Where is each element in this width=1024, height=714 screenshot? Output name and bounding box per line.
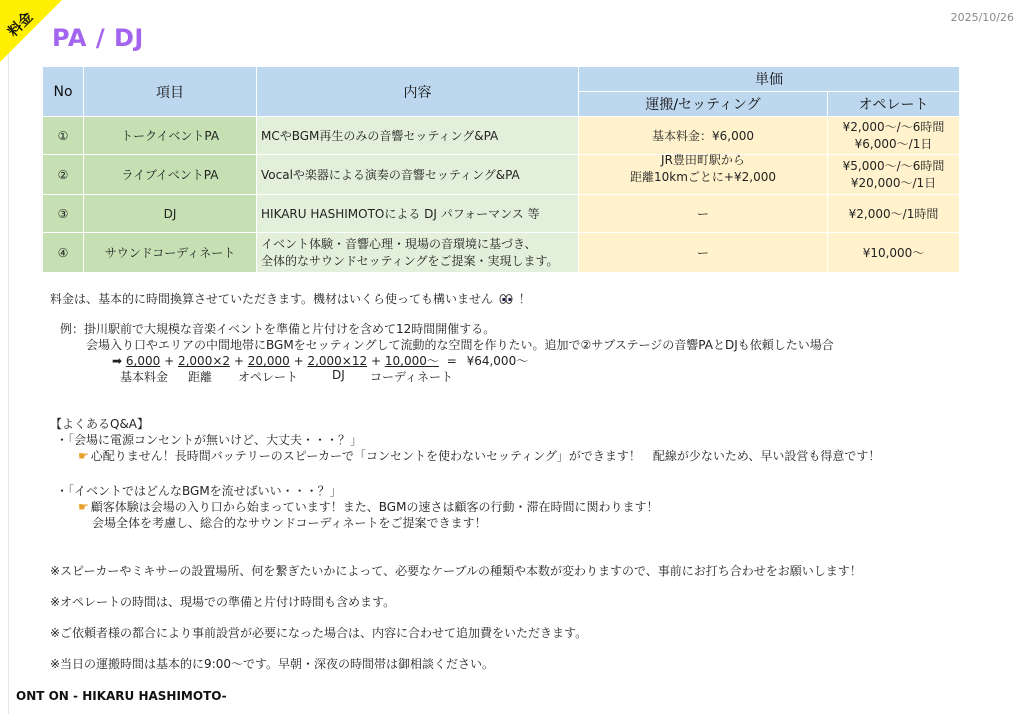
- row-item: ライブイベントPA: [84, 155, 257, 195]
- formula-label-distance: 距離: [188, 370, 213, 384]
- row-operate: ¥2,000〜/1時間: [828, 195, 960, 233]
- row-content: HIKARU HASHIMOTOによる DJ パフォーマンス 等: [257, 195, 579, 233]
- qa-answer-2: [78, 498, 658, 515]
- term-distance: 2,000×2: [177, 354, 231, 368]
- table-row: [43, 155, 960, 195]
- header-no: No: [43, 67, 84, 117]
- operate-line: ¥5,000〜/〜6時間: [842, 159, 945, 174]
- formula-label-coordinate: コーディネート: [370, 370, 454, 384]
- row-setting: ー: [579, 233, 828, 273]
- setting-distance-fee: [579, 155, 828, 195]
- formula-label-base: 基本料金: [120, 370, 169, 384]
- row-no: ③: [43, 195, 84, 233]
- equals-sign: =: [446, 354, 457, 368]
- row-item: サウンドコーディネート: [84, 233, 257, 273]
- date-stamp: 2025/10/26: [950, 11, 1014, 24]
- corner-label: 料金: [5, 9, 37, 41]
- row-content: MCやBGM再生のみの音響セッティング&PA: [257, 117, 579, 155]
- table-row: [43, 195, 960, 233]
- page-title: PA / DJ: [52, 24, 144, 52]
- qa-heading: 【よくあるQ&A】: [50, 417, 150, 431]
- content-line: イベント体験・音響心理・現場の音環境に基づき、: [261, 237, 537, 252]
- term-dj: 2,000×12: [307, 354, 368, 368]
- pricing-note-end: ！: [518, 292, 531, 306]
- qa-question-1: ・「会場に電源コンセントが無いけど、大丈夫・・・？」: [56, 433, 363, 447]
- notice-cables: ※スピーカーやミキサーの設置場所、何を繋ぎたいかによって、必要なケーブルの種類や本数が変わりますので、事前にお打ち合わせをお願いします！: [50, 564, 862, 578]
- header-setting: 運搬/セッティング: [579, 92, 828, 117]
- pointing-hand-icon: ☛: [78, 500, 89, 514]
- example-line-2: 会場入り口やエリアの中間地帯にBGMをセッティングして流動的な空間を作りたい。追加で②サブステージの音響PAとDJも依頼したい場合: [86, 338, 834, 352]
- total-amount: ¥64,000〜: [466, 354, 529, 368]
- row-content: Vocalや楽器による演奏の音響セッティング&PA: [257, 155, 579, 195]
- row-operate: [828, 117, 960, 155]
- qa-answer-1: [78, 447, 880, 464]
- setting-line: JR豊田町駅から: [661, 153, 745, 168]
- row-operate: [828, 155, 960, 195]
- example-line-1: 例：掛川駅前で大規模な音楽イベントを準備と片付けを含めて12時間開催する。: [60, 322, 496, 336]
- table-row: [43, 233, 960, 273]
- header-price: 単価: [579, 67, 960, 92]
- header-item: 項目: [84, 67, 257, 117]
- plus-sign: +: [164, 354, 175, 368]
- arrow-icon: ➡: [112, 354, 123, 368]
- row-item: トークイベントPA: [84, 117, 257, 155]
- page-edge-line: [8, 0, 9, 714]
- formula-label-operate: オペレート: [238, 370, 299, 384]
- qa-answer-2-text: 顧客体験は会場の入り口から始まっています！また、BGMの速さは顧客の行動・滞在時間に関わります！: [90, 500, 659, 514]
- term-operate: 20,000: [247, 354, 290, 368]
- term-coordinate: 10,000〜: [384, 354, 439, 368]
- eyes-icon: [499, 293, 513, 305]
- operate-line: ¥2,000〜/〜6時間: [842, 120, 945, 135]
- pricing-note: [50, 290, 531, 307]
- pricing-note-text: 料金は、基本的に時間換算させていただきます。機材はいくら使っても構いません: [50, 292, 494, 306]
- row-no: ④: [43, 233, 84, 273]
- pointing-hand-icon: ☛: [78, 449, 89, 463]
- operate-line: ¥6,000〜/1日: [854, 136, 933, 151]
- qa-answer-2-line-2: 会場全体を考慮し、総合的なサウンドコーディネートをご提案できます！: [92, 516, 487, 530]
- row-no: ②: [43, 155, 84, 195]
- row-no: ①: [43, 117, 84, 155]
- notice-pre-setup: ※ご依頼者様の都合により事前設営が必要になった場合は、内容に合わせて追加費をいただきます。: [50, 626, 588, 640]
- term-base: 6,000: [125, 354, 161, 368]
- header-operate: オペレート: [828, 92, 960, 117]
- plus-sign: +: [233, 354, 244, 368]
- content-line: 全体的なサウンドセッティングをご提案・実現します。: [261, 253, 559, 268]
- row-content: [257, 233, 579, 273]
- operate-line: ¥20,000〜/1日: [850, 175, 937, 190]
- notice-transport-time: ※当日の運搬時間は基本的に9:00〜です。早朝・深夜の時間帯は御相談ください。: [50, 657, 495, 671]
- header-content: 内容: [257, 67, 579, 117]
- setting-base-fee: 基本料金：¥6,000: [579, 117, 828, 155]
- row-setting: ー: [579, 195, 828, 233]
- plus-sign: +: [370, 354, 382, 368]
- qa-question-2: ・「イベントではどんなBGMを流せばいい・・・？」: [56, 484, 342, 498]
- formula-label-dj: DJ: [332, 368, 345, 382]
- price-table: [42, 66, 960, 273]
- example-formula: [112, 352, 528, 369]
- row-item: DJ: [84, 195, 257, 233]
- table-row: [43, 117, 960, 155]
- plus-sign: +: [293, 354, 304, 368]
- footer-brand: ONT ON - HIKARU HASHIMOTO-: [16, 689, 227, 703]
- notice-operate-time: ※オペレートの時間は、現場での準備と片付け時間も含めます。: [50, 595, 396, 609]
- qa-answer-1-text: 心配りません！長時間バッテリーのスピーカーで「コンセントを使わないセッティング」ができます！ 配線が少ないため、早い設営も得意です！: [90, 449, 881, 463]
- setting-line: 距離10kmごとに+¥2,000: [630, 169, 776, 184]
- row-operate: ¥10,000〜: [828, 233, 960, 273]
